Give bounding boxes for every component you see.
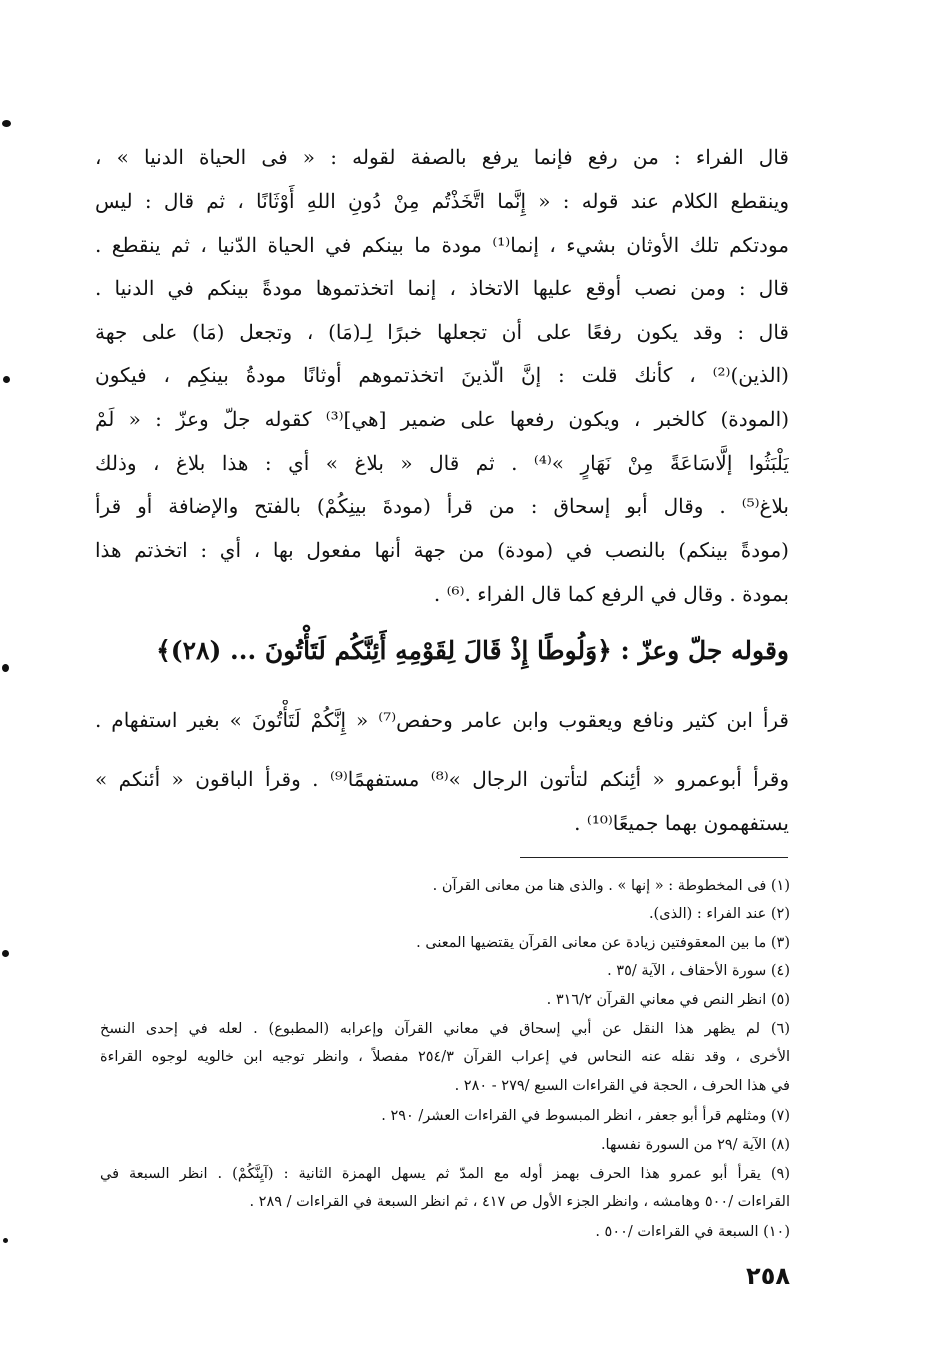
footnote-line: (٩) يقرأ أبو عمرو هذا الحرف بهمز أوله مع المدّ ثم يسهل الهمزة الثانية : (آيِنَّكُمْ) . انظر السبعة في bbox=[100, 1166, 790, 1182]
body-line: (المودة) كالخبر ، ويكون رفعها على ضمير [هي]⁽³⁾ كقوله جلّ وعزّ : « لَمْ bbox=[95, 407, 789, 431]
footnote-line: (١) فى المخطوطة : « إنها » . والذى هنا من معانى القرآن . bbox=[432, 878, 790, 894]
footnote-line: الأخرى ، وقد نقله عنه النحاس في إعراب القرآن ٢٥٤/٣ مفصلاً ، وانظر توجيه ابن خالويه لوجوه القراءة bbox=[100, 1049, 790, 1065]
body-line: بلاغ⁽⁵⁾ . وقال أبو إسحاق : من قرأ (مودةَ بينِكُمْ) بالفتح والإضافة أو قرأ bbox=[95, 494, 789, 518]
body-line: قال : وقد يكون رفعًا على أن تجعلها خبرًا لِـ(مَا) ، وتجعل (مَا) على جهة bbox=[95, 320, 789, 344]
footnote-line: القراءات /٥٠٠ وهامشه ، وانظر الجزء الأول ص ٤١٧ ، ثم انظر السبعة في القراءات / ٢٨٩ . bbox=[249, 1194, 790, 1210]
body-line: (مودةً بينكم) بالنصب في (مودة) من جهة أنها مفعول بها ، أي : اتخذتم هذا bbox=[95, 538, 789, 562]
body-line: قال : ومن نصب أوقع عليها الاتخاذ ، إنما اتخذتموها مودةً بينكم في الدنيا . bbox=[95, 276, 789, 300]
footnote-line: (١٠) السبعة في القراءات /٥٠٠ . bbox=[595, 1224, 790, 1240]
margin-speck bbox=[3, 1238, 8, 1243]
footnote-line: (٦) لم يظهر هذا النقل عن أبي إسحاق في معاني القرآن وإعرابه (المطبوع) . لعله في إحدى النسخ bbox=[100, 1021, 790, 1037]
footnote-line: في هذا الحرف ، الحجة في القراءات السبع /٢٧٩ - ٢٨٠ . bbox=[454, 1078, 790, 1094]
reading-line: وقرأ أبوعمرو « أئِنكم لتأتون الرجال »⁽⁸⁾ مستفهمًا⁽⁹⁾ . وقرأ الباقون « أئنكم » bbox=[95, 767, 789, 791]
footnote-line: (٥) انظر النص في معاني القرآن ٣١٦/٢ . bbox=[546, 992, 790, 1008]
body-line: (الذين)⁽²⁾ ، كأنك قلت : إنَّ الّذينَ اتخذتموهم أوثانًا مودةُ بينكِم ، فيكون bbox=[95, 363, 789, 387]
footnote-line: (٢) عند الفراء : (الذى). bbox=[648, 906, 790, 922]
margin-speck bbox=[2, 950, 9, 957]
margin-speck bbox=[2, 120, 11, 127]
verse-heading: وقوله جلّ وعزّ : ﴿وَلُوطًا إِذْ قَالَ لِقَوْمِهِ أَئِنَّكُم لَتَأْتُونَ ... (٢٨)﴾ bbox=[156, 636, 789, 665]
footnote-line: (٣) ما بين المعقوفتين زيادة عن معانى القرآن يقتضيها المعنى . bbox=[416, 935, 790, 951]
reading-line: قرأ ابن كثير ونافع ويعقوب وابن عامر وحفص⁽⁷⁾ « إِنَّكُمْ لَتَأْتُونَ » بغير استفهام . bbox=[95, 708, 789, 732]
margin-speck bbox=[3, 376, 10, 383]
body-line: بمودة . وقال في الرفع كما قال الفراء .⁽⁶⁾ . bbox=[433, 582, 789, 606]
footnote-line: (٤) سورة الأحقاف ، الآية /٣٥ . bbox=[607, 963, 790, 979]
body-line: مودتكم تلك الأوثان بشيء ، إنما⁽¹⁾ مودة ما بينكم في الحياة الدّنيا ، ثم ينقطع . bbox=[95, 233, 789, 257]
body-line: قال الفراء : من رفع فإنما يرفع بالصفة لقوله : « فى الحياة الدنيا » ، bbox=[95, 145, 789, 169]
footnote-line: (٨) الآية /٢٩ من السورة نفسها. bbox=[600, 1137, 790, 1153]
footnote-line: (٧) ومثلهم قرأ أبو جعفر ، انظر المبسوط في القراءات العشر/ ٢٩٠ . bbox=[381, 1108, 790, 1124]
body-line: وينقطع الكلام عند قوله : « إِنَّما اتَّخَذْتُم مِنْ دُونِ اللهِ أَوْثَانًا ، ثم قال : ليس bbox=[95, 189, 789, 213]
reading-line: يستفهمون بهما جميعًا⁽¹⁰⁾ . bbox=[574, 811, 789, 835]
body-line: يَلْبَثُوا إلَّاسَاعَةً مِنْ نَهَارٍ »⁽⁴⁾ . ثم قال « بلاغ » أي : هذا بلاغ ، وذلك bbox=[95, 451, 789, 475]
margin-speck bbox=[2, 664, 9, 672]
footnote-separator bbox=[520, 857, 788, 858]
page-number: ٢٥٨ bbox=[746, 1262, 790, 1290]
